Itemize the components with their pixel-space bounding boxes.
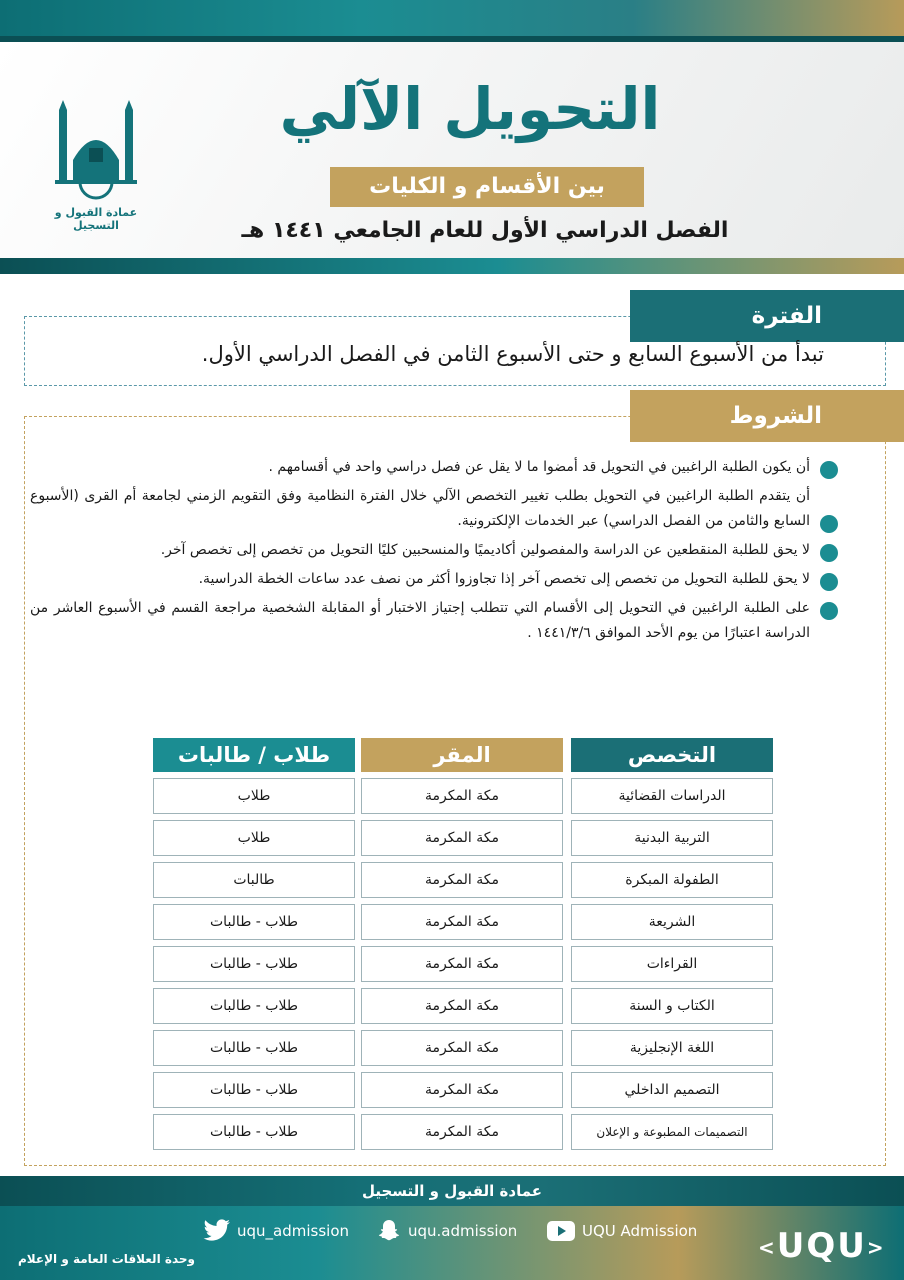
page-title: التحويل الآلي — [279, 75, 661, 143]
major-cell: الشريعة — [571, 904, 773, 940]
gender-cell: طلاب - طالبات — [153, 988, 355, 1024]
snapchat-link[interactable] — [376, 1217, 517, 1245]
gender-cell: طلاب - طالبات — [153, 1114, 355, 1150]
major-cell: التصميم الداخلي — [571, 1072, 773, 1108]
youtube-channel: UQU Admission — [582, 1222, 698, 1240]
location-header: المقر — [361, 738, 563, 772]
gender-cell: طلاب — [153, 820, 355, 856]
deanship-footer-label: عمادة القبول و التسجيل — [0, 1176, 904, 1206]
major-cell: الكتاب و السنة — [571, 988, 773, 1024]
gender-cell: طلاب — [153, 778, 355, 814]
condition-text: لا يحق للطلبة التحويل من تخصص إلى تخصص آخر إذا تجاوزوا أكثر من نصف عدد ساعات الخطة الدراسية. — [198, 571, 810, 587]
location-cell: مكة المكرمة — [361, 820, 563, 856]
university-logo — [40, 100, 152, 230]
major-cell: القراءات — [571, 946, 773, 982]
twitter-handle: uqu_admission — [237, 1222, 350, 1240]
bullet-icon — [820, 602, 838, 620]
brand-chevron-right-icon: > — [866, 1235, 886, 1260]
major-cell: الطفولة المبكرة — [571, 862, 773, 898]
condition-text: أن يتقدم الطلبة الراغبين في التحويل بطلب تغيير التخصص الآلي خلال الفترة النظامية وفق التقويم الزمني لجامعة أم القرى (الأسبوع السابع والثامن من الفصل الدراسي) عبر الخدمات الإلكترونية. — [30, 488, 810, 529]
location-cell: مكة المكرمة — [361, 1114, 563, 1150]
location-cell: مكة المكرمة — [361, 1030, 563, 1066]
logo-caption: عمادة القبول و التسجيل — [54, 206, 138, 232]
semester-line: الفصل الدراسي الأول للعام الجامعي ١٤٤١ هـ — [241, 218, 729, 243]
gender-cell: طلاب - طالبات — [153, 946, 355, 982]
condition-text: على الطلبة الراغبين في التحويل إلى الأقسام التي تتطلب إجتياز الاختبار أو المقابلة الشخصية مراجعة القسم في الأسبوع العاشر من الدراسة اعتبارًا من يوم الأحد الموافق ١٤٤١/٣/٦ . — [30, 600, 810, 641]
brand-text: UQU — [776, 1226, 867, 1266]
bullet-icon — [820, 573, 838, 591]
bullet-icon — [820, 544, 838, 562]
gender-header: طلاب / طالبات — [153, 738, 355, 772]
major-cell: اللغة الإنجليزية — [571, 1030, 773, 1066]
snapchat-handle: uqu.admission — [408, 1222, 518, 1240]
uqu-brand-logo — [758, 1226, 886, 1266]
location-cell: مكة المكرمة — [361, 904, 563, 940]
major-header: التخصص — [571, 738, 773, 772]
subtitle-badge: بين الأقسام و الكليات — [330, 167, 644, 207]
location-column — [361, 738, 563, 1150]
condition-item — [30, 567, 840, 592]
gender-cell: طالبات — [153, 862, 355, 898]
bullet-icon — [820, 515, 838, 533]
period-text: تبدأ من الأسبوع السابع و حتى الأسبوع الثامن في الفصل الدراسي الأول. — [201, 342, 824, 366]
header-divider-band — [0, 258, 904, 274]
snapchat-icon — [376, 1218, 402, 1244]
bullet-icon — [820, 461, 838, 479]
top-decor-band — [0, 0, 904, 42]
major-cell: التربية البدنية — [571, 820, 773, 856]
location-cell: مكة المكرمة — [361, 862, 563, 898]
conditions-heading: الشروط — [630, 390, 904, 442]
condition-item — [30, 484, 840, 534]
location-cell: مكة المكرمة — [361, 946, 563, 982]
gender-cell: طلاب - طالبات — [153, 1072, 355, 1108]
location-cell: مكة المكرمة — [361, 988, 563, 1024]
location-cell: مكة المكرمة — [361, 778, 563, 814]
gender-column — [153, 738, 355, 1150]
condition-text: لا يحق للطلبة المنقطعين عن الدراسة والمفصولين أكاديميًا والمنسحبين كليًا التحويل من تخصص إلى تخصص آخر. — [160, 542, 810, 558]
twitter-icon — [203, 1219, 231, 1243]
major-cell: التصميمات المطبوعة و الإعلان — [571, 1114, 773, 1150]
gender-cell: طلاب - طالبات — [153, 1030, 355, 1066]
gender-cell: طلاب - طالبات — [153, 904, 355, 940]
conditions-list — [30, 455, 840, 646]
mosque-crest-icon — [51, 100, 141, 200]
major-column — [571, 738, 773, 1150]
condition-item — [30, 596, 840, 646]
twitter-link[interactable] — [203, 1217, 349, 1245]
youtube-icon — [546, 1220, 576, 1242]
condition-item — [30, 538, 840, 563]
brand-chevron-left-icon: < — [758, 1235, 777, 1260]
pr-unit-label: وحدة العلاقات العامة و الإعلام — [18, 1252, 195, 1266]
location-cell: مكة المكرمة — [361, 1072, 563, 1108]
condition-text: أن يكون الطلبة الراغبين في التحويل قد أمضوا ما لا يقل عن فصل دراسي واحد في أقسامهم . — [268, 459, 810, 475]
major-cell: الدراسات القضائية — [571, 778, 773, 814]
period-heading: الفترة — [630, 290, 904, 342]
condition-item — [30, 455, 840, 480]
youtube-link[interactable] — [546, 1217, 697, 1245]
